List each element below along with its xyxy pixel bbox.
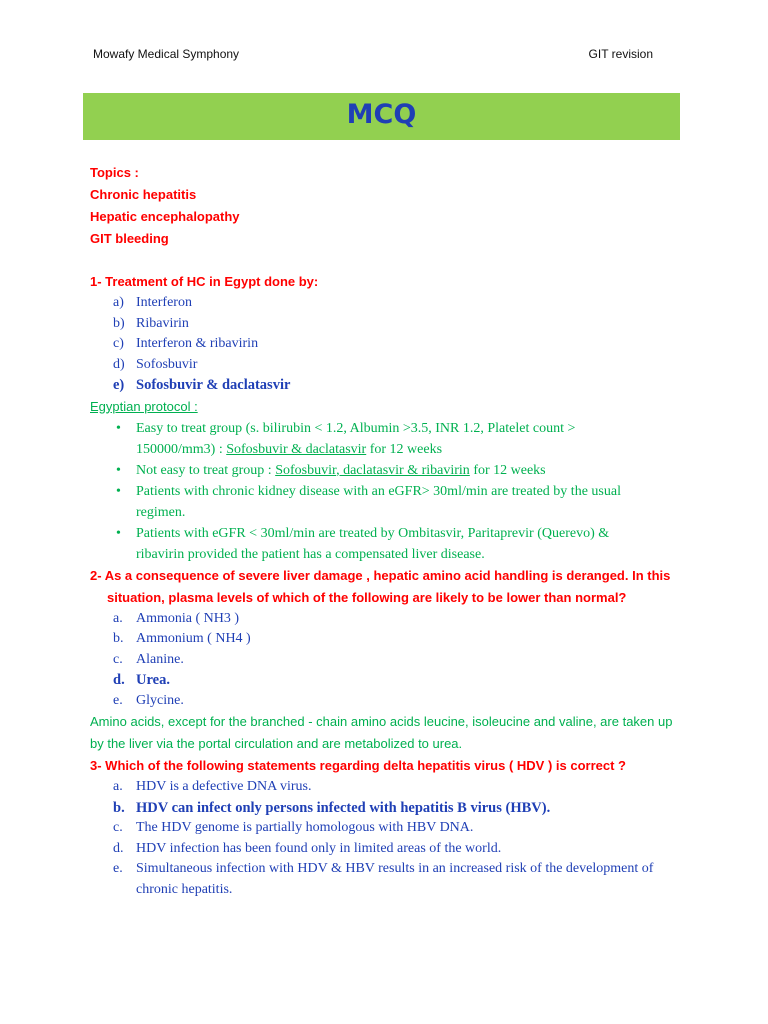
option: e. Glycine.: [113, 692, 184, 708]
question-1: 1- Treatment of HC in Egypt done by:: [90, 274, 319, 289]
topics-heading: Topics :: [90, 165, 139, 180]
option: c. Alanine.: [113, 651, 184, 667]
correct-option: d. Urea.: [113, 672, 170, 688]
topic-item: Hepatic encephalopathy: [90, 209, 240, 224]
option: e. Simultaneous infection with HDV & HBV results in an increased risk of the development of chronic hepatitis.: [113, 861, 654, 897]
question-2-line-1: 2- As a consequence of severe liver damage , hepatic amino acid handling is deranged. In this: [90, 567, 671, 583]
question-2-options: [90, 609, 690, 712]
header-left-text: Mowafy Medical Symphony: [93, 47, 240, 61]
protocol-bullet: • Patients with eGFR < 30ml/min are treated by Ombitasvir, Paritaprevir (Querevo) & ribavirin provided the patient has a compensated liver disease.: [116, 525, 610, 562]
question-2-explanation: Amino acids, except for the branched - chain amino acids leucine, isoleucine and valine, are taken up by the liver via the portal circulation and are metabolized to urea.: [90, 714, 673, 751]
page-title: MCQ: [346, 99, 417, 130]
option: d. HDV infection has been found only in limited areas of the world.: [113, 840, 502, 856]
page-header: [0, 47, 768, 67]
question-3: 3- Which of the following statements regarding delta hepatitis virus ( HDV ) is correct ?: [90, 758, 626, 773]
protocol-bullet: • Easy to treat group (s. bilirubin < 1.2, Albumin >3.5, INR 1.2, Platelet count > 150000/mm3) : Sofosbuvir & daclatasvir for 12 weeks: [116, 420, 576, 457]
option: c) Interferon & ribavirin: [113, 336, 259, 351]
option: a) Interferon: [113, 295, 192, 310]
protocol-heading: Egyptian protocol :: [90, 398, 198, 414]
title-banner: [83, 93, 680, 140]
question-1-options: [90, 293, 690, 396]
option: b) Ribavirin: [113, 315, 189, 331]
option: d) Sofosbuvir: [113, 356, 198, 372]
header-right-text: GIT revision: [588, 47, 653, 61]
correct-option: b. HDV can infect only persons infected with hepatitis B virus (HBV).: [113, 799, 551, 816]
topic-item: Chronic hepatitis: [90, 187, 197, 202]
question-2-line-2: situation, plasma levels of which of the following are likely to be lower than normal?: [107, 589, 627, 605]
protocol-bullet: • Not easy to treat group : Sofosbuvir, daclatasvir & ribavirin for 12 weeks: [116, 462, 546, 478]
option: a. Ammonia ( NH3 ): [113, 610, 240, 626]
topic-item: GIT bleeding: [90, 231, 169, 246]
protocol-bullet: • Patients with chronic kidney disease with an eGFR> 30ml/min are treated by the usual regimen.: [116, 483, 621, 520]
question-3-options: [90, 777, 690, 900]
document-body: [90, 162, 690, 900]
option: c. The HDV genome is partially homologous with HBV DNA.: [113, 820, 474, 835]
option: b. Ammonium ( NH4 ): [113, 631, 251, 646]
correct-option: e) Sofosbuvir & daclatasvir: [113, 377, 291, 393]
option: a. HDV is a defective DNA virus.: [113, 779, 312, 794]
